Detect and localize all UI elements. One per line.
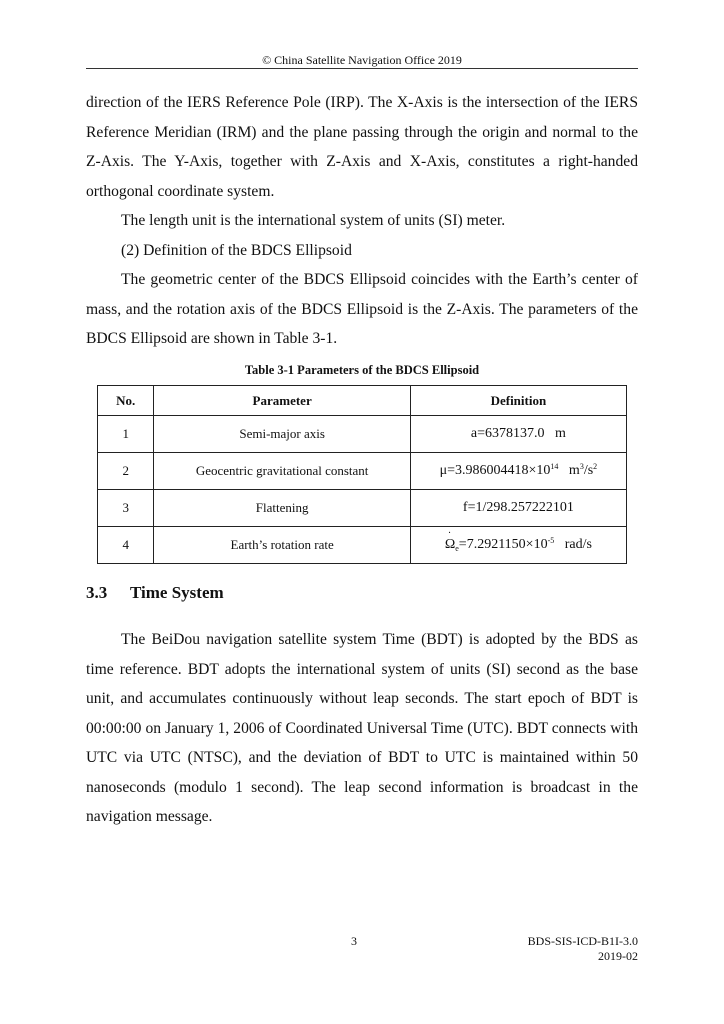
paragraph-ellipsoid-heading: (2) Definition of the BDCS Ellipsoid — [121, 242, 352, 259]
cell-definition — [410, 490, 626, 527]
paragraph-length-unit: The length unit is the international system of units (SI) meter. — [121, 212, 506, 229]
ellipsoid-parameters-table — [97, 385, 627, 564]
definition-text: a=6378137.0 m — [470, 426, 566, 441]
page-number: 3 — [351, 934, 357, 948]
paragraph-time-system: The BeiDou navigation satellite system Time (BDT) is adopted by the BDS as time reference. BDT adopts the international system of units (SI) second as the base unit, and accumulates continuously without leap seconds. The start epoch of BDT is 00:00:00 on January 1, 2006 of Coordinated Universal Time (UTC). BDT connects with UTC via UTC (NTSC), and the deviation of BDT to UTC is maintained within 50 nanoseconds (modulo 1 second). The leap second information is broadcast in the navigation message. — [86, 631, 638, 825]
cell-no: 3 — [98, 490, 154, 527]
header-parameter: Parameter — [154, 386, 410, 416]
unit-second: /s — [583, 463, 594, 478]
table-row — [98, 490, 627, 527]
table-caption: Table 3-1 Parameters of the BDCS Ellipsoid — [244, 363, 480, 377]
definition-value: μ=3.986004418×10 — [439, 463, 551, 478]
footer-document-info — [528, 934, 638, 964]
cell-definition — [410, 527, 626, 564]
unit-exponent: 3 — [579, 462, 584, 471]
cell-parameter: Geocentric gravitational constant — [154, 453, 410, 490]
definition-text: f=1/298.257222101 — [462, 500, 574, 515]
omega-symbol — [444, 528, 456, 553]
header-divider — [86, 68, 638, 69]
omega-subscript: e — [455, 544, 459, 553]
exponent: -5 — [547, 536, 555, 545]
unit-rad-per-second: rad/s — [554, 537, 592, 552]
document-id: BDS-SIS-ICD-B1I-3.0 — [527, 934, 638, 948]
cell-no: 4 — [98, 527, 154, 564]
cell-parameter: Flattening — [154, 490, 410, 527]
section-heading — [86, 583, 224, 603]
section-number: 3.3 — [86, 583, 108, 602]
omega-glyph: Ω — [444, 537, 456, 552]
cell-parameter: Semi-major axis — [154, 416, 410, 453]
paragraph-coordinate-axes: direction of the IERS Reference Pole (IRP). The X-Axis is the intersection of the IERS Reference Meridian (IRM) and the plane passing through the origin and normal to the Z-Axis. The Y-Axis, together with Z-Axis and X-Axis, constitutes a right-handed orthogonal coordinate system. — [86, 94, 638, 200]
table-row — [98, 453, 627, 490]
exponent: 14 — [550, 462, 559, 471]
table-header-row — [98, 386, 627, 416]
table-row — [98, 527, 627, 564]
cell-no: 2 — [98, 453, 154, 490]
page-header: © China Satellite Navigation Office 2019 — [262, 53, 462, 67]
definition-value: =7.2921150×10 — [458, 537, 548, 552]
paragraph-ellipsoid-definition: The geometric center of the BDCS Ellipsoid coincides with the Earth’s center of mass, and the rotation axis of the BDCS Ellipsoid is the Z-Axis. The parameters of the BDCS Ellipsoid are shown in Table 3-1. — [86, 271, 638, 347]
cell-parameter: Earth’s rotation rate — [154, 527, 410, 564]
unit-exponent: 2 — [593, 462, 598, 471]
cell-definition — [410, 416, 626, 453]
header-no: No. — [98, 386, 154, 416]
cell-definition — [410, 453, 626, 490]
document-date: 2019-02 — [598, 949, 638, 963]
cell-no: 1 — [98, 416, 154, 453]
header-definition: Definition — [410, 386, 626, 416]
section-title: Time System — [130, 583, 224, 602]
unit-meter: m — [558, 463, 580, 478]
dot-accent: · — [447, 528, 452, 539]
table-row — [98, 416, 627, 453]
